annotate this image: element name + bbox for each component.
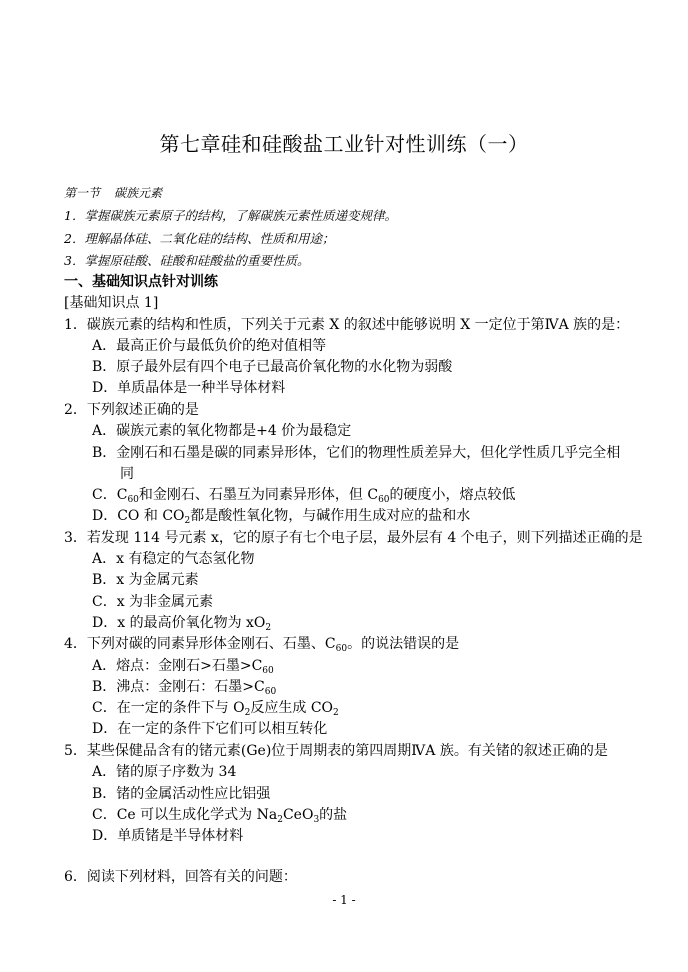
page-title: 第七章硅和硅酸盐工业针对性训练（一）	[159, 132, 529, 156]
question-2-option-d: D．CO 和 $CO_2$都是酸性氧化物，与碱作用生成对应的盐和水	[92, 508, 471, 526]
objective-2: 2．理解晶体硅、二氧化硅的结构、性质和用途；	[64, 231, 335, 246]
question-1-stem: 1．碳族元素的结构和性质，下列关于元素 X 的叙述中能够说明 X 一定位于第ⅣA 族的是：	[64, 317, 630, 333]
page-number: - 1 -	[332, 893, 356, 907]
question-5-option-b: B．锗的金属活动性应比铝强	[92, 786, 271, 802]
question-1-option-a: A．最高正价与最低负价的绝对值相等	[92, 338, 327, 354]
question-4-option-b: B．沸点：金刚石：石墨$>C_{60}$	[92, 679, 277, 697]
question-2-option-a: A．碳族元素的氧化物都是+4 价为最稳定	[92, 423, 352, 439]
question-3-option-d: D．x 的最高价氧化物为 $xO_2$	[92, 615, 272, 633]
question-3-stem: 3．若发现 114 号元素 x，它的原子有七个电子层，最外层有 4 个电子，则下列描述正确的是	[64, 530, 643, 546]
question-2-option-b-continued: 同	[120, 466, 134, 482]
section-label	[64, 184, 162, 201]
question-2-option-c: C．$C_{60}$和金刚石、石墨互为同素异形体，但 $C_{60}$的硬度小，熔点较低	[92, 487, 516, 505]
section-name: 碳族元素	[114, 186, 163, 200]
question-4-stem: 4．下列对碳的同素异形体金刚石、石墨、$C_{60}$。的说法错误的是	[64, 636, 460, 654]
question-3-option-b: B．x 为金属元素	[92, 572, 199, 588]
question-2-stem: 2．下列叙述正确的是	[64, 402, 199, 418]
question-6-stem: 6．阅读下列材料，回答有关的问题：	[64, 869, 297, 885]
question-4-option-c: C．在一定的条件下与 $O_2$反应生成 $CO_2$	[92, 700, 339, 718]
question-1-option-b: B．原子最外层有四个电子已最高价氧化物的水化物为弱酸	[92, 359, 453, 375]
question-5-option-a: A．锗的原子序数为 34	[92, 764, 237, 780]
section-number: 第一节	[64, 186, 101, 200]
question-4-option-a: A．熔点：金刚石>石墨$>C_{60}$	[92, 658, 274, 676]
objective-3: 3．掌握原硅酸、硅酸和硅酸盐的重要性质。	[64, 253, 310, 268]
question-1-option-d: D．单质晶体是一种半导体材料	[92, 380, 286, 396]
question-4-option-d: D．在一定的条件下它们可以相互转化	[92, 721, 328, 737]
question-5-option-d: D．单质锗是半导体材料	[92, 828, 244, 844]
question-3-option-c: C．x 为非金属元素	[92, 594, 214, 610]
question-5-stem: 5．某些保健品含有的锗元素(Ge)位于周期表的第四周期ⅣA 族。有关锗的叙述正确的是	[64, 743, 608, 759]
question-2-option-b: B．金刚石和石墨是碳的同素异形体，它们的物理性质差异大，但化学性质几乎完全相	[92, 445, 621, 461]
objective-1: 1．掌握碳族元素原子的结构，了解碳族元素性质递变规律。	[64, 208, 397, 223]
section-heading: 一、基础知识点针对训练	[64, 274, 218, 290]
question-3-option-a: A．x 有稳定的气态氢化物	[92, 551, 255, 567]
knowledge-point-label: [基础知识点 1]	[64, 295, 159, 311]
question-5-option-c: C．Ce 可以生成化学式为 $Na_2CeO_3$的盐	[92, 807, 348, 825]
